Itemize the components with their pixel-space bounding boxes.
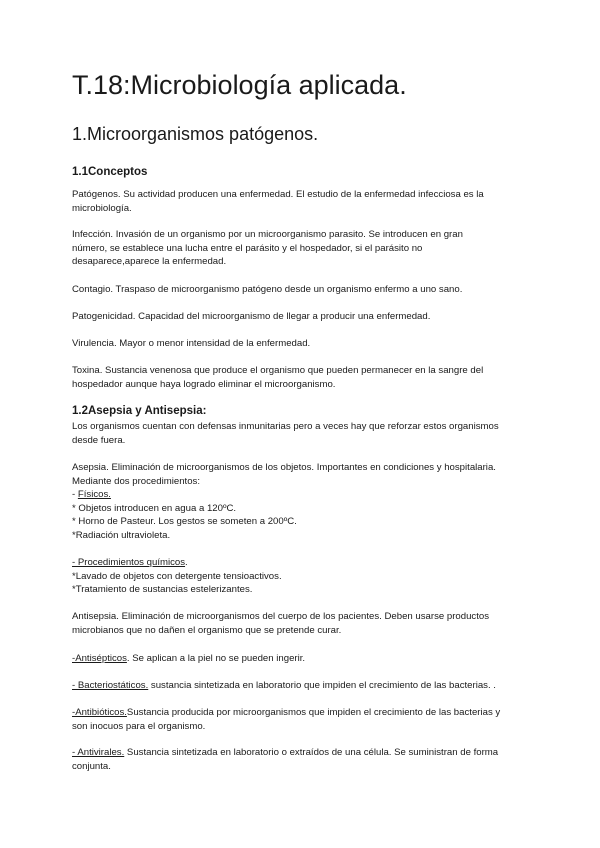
- section-heading: 1.Microorganismos patógenos.: [72, 124, 319, 144]
- paragraph-organismos: Los organismos cuentan con defensas inmunitarias pero a veces hay que reforzar estos organismos desde fuera.: [72, 421, 499, 446]
- paragraph-antisepticos: -Antisépticos. Se aplican a la piel no se pueden ingerir.: [72, 653, 306, 664]
- paragraph-contagio: Contagio. Traspaso de microorganismo patógeno desde un organismo enfermo a uno sano.: [72, 284, 463, 295]
- list-item: *Radiación ultravioleta.: [72, 529, 171, 541]
- list-quimicos: [72, 556, 528, 597]
- paragraph-antisepsia: Antisepsia. Eliminación de microorganismos del cuerpo de los pacientes. Deben usarse productos microbianos que no dañen el organismo que se pretende curar.: [72, 611, 490, 636]
- paragraph-infeccion: Infección. Invasión de un organismo por un microorganismo parasito. Se introducen en gran número, se establece una lucha entre el parásito y el hospedador, si el parásito no desaparece,aparece la enfermedad.: [72, 229, 463, 268]
- list-fisicos: [72, 488, 528, 542]
- paragraph-asepsia: Asepsia. Eliminación de microorganismos de los objetos. Importantes en condiciones y hospitalaria. Mediante dos procedimientos:: [72, 462, 496, 487]
- list-item: *Tratamiento de sustancias estelerizantes.: [72, 584, 253, 596]
- list-item: *Lavado de objetos con detergente tensioactivos.: [72, 570, 282, 582]
- subsection-heading-conceptos: 1.1Conceptos: [72, 166, 148, 178]
- paragraph-patogenos: Patógenos. Su actividad producen una enfermedad. El estudio de la enfermedad infecciosa es la microbiología.: [72, 189, 484, 214]
- paragraph-virulencia: Virulencia. Mayor o menor intensidad de la enfermedad.: [72, 338, 311, 349]
- list-heading-fisicos: - Físicos.: [72, 489, 111, 500]
- paragraph-antibioticos: -Antibióticos.Sustancia producida por microorganismos que impiden el crecimiento de las bacterias y son inocuos para el organismo.: [72, 707, 501, 732]
- paragraph-toxina: Toxina. Sustancia venenosa que produce el organismo que pueden permanecer en la sangre del hospedador aunque haya logrado eliminar el microorganismo.: [72, 365, 484, 390]
- paragraph-antivirales: - Antivirales. Sustancia sintetizada en laboratorio o extraídos de una célula. Se suministran de forma conjunta.: [72, 747, 499, 772]
- subsection-heading-asepsia: 1.2Asepsia y Antisepsia:: [72, 405, 207, 417]
- list-item: * Objetos introducen en agua a 120ºC.: [72, 502, 237, 514]
- list-item: * Horno de Pasteur. Los gestos se someten a 200ºC.: [72, 516, 297, 528]
- page-title: T.18:Microbiología aplicada.: [72, 70, 407, 100]
- paragraph-bacteriostaticos: - Bacteriostáticos. sustancia sintetizada en laboratorio que impiden el crecimiento de las bacterias. .: [72, 680, 496, 691]
- list-heading-quimicos: - Procedimientos químicos.: [72, 557, 188, 568]
- paragraph-patogenicidad: Patogenicidad. Capacidad del microorganismo de llegar a producir una enfermedad.: [72, 311, 431, 322]
